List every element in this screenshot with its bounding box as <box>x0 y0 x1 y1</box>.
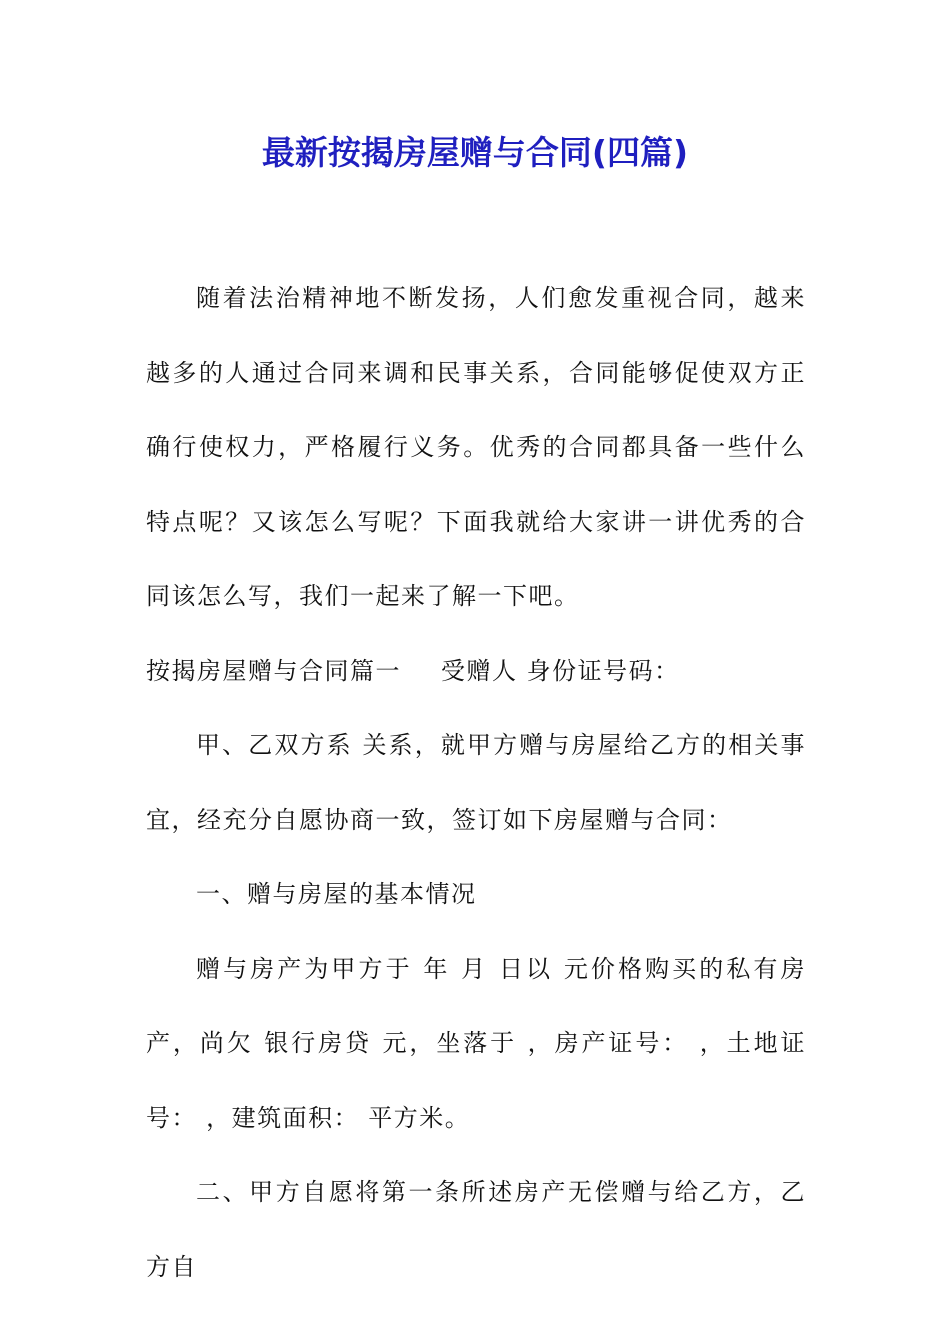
property-paragraph: 赠与房产为甲方于 年 月 日以 元价格购买的私有房产，尚欠 银行房贷 元，坐落于 ，房产证号： ，土地证号： ，建筑面积： 平方米。 <box>146 954 806 1132</box>
intro-paragraph: 随着法治精神地不断发扬，人们愈发重视合同，越来越多的人通过合同来调和民事关系，合同能够促使双方正确行使权力，严格履行义务。优秀的合同都具备一些什么特点呢？又该怎么写呢？下面我就给大家讲一讲优秀的合同该怎么写，我们一起来了解一下吧。 <box>146 284 806 610</box>
agreement-paragraph: 甲、乙双方系 关系，就甲方赠与房屋给乙方的相关事宜，经充分自愿协商一致，签订如下房屋赠与合同： <box>146 731 806 834</box>
clause-2-paragraph: 二、甲方自愿将第一条所述房产无偿赠与给乙方，乙方自 <box>146 1178 806 1281</box>
clause-heading-1: 一、赠与房屋的基本情况 <box>196 880 477 908</box>
section-heading <box>146 634 806 709</box>
document-title: 最新按揭房屋赠与合同(四篇) <box>261 133 689 172</box>
section-heading-recipient: 受赠人 身份证号码： <box>441 656 680 685</box>
section-heading-title: 按揭房屋赠与合同篇一 <box>146 656 401 685</box>
document-body <box>146 261 806 1304</box>
